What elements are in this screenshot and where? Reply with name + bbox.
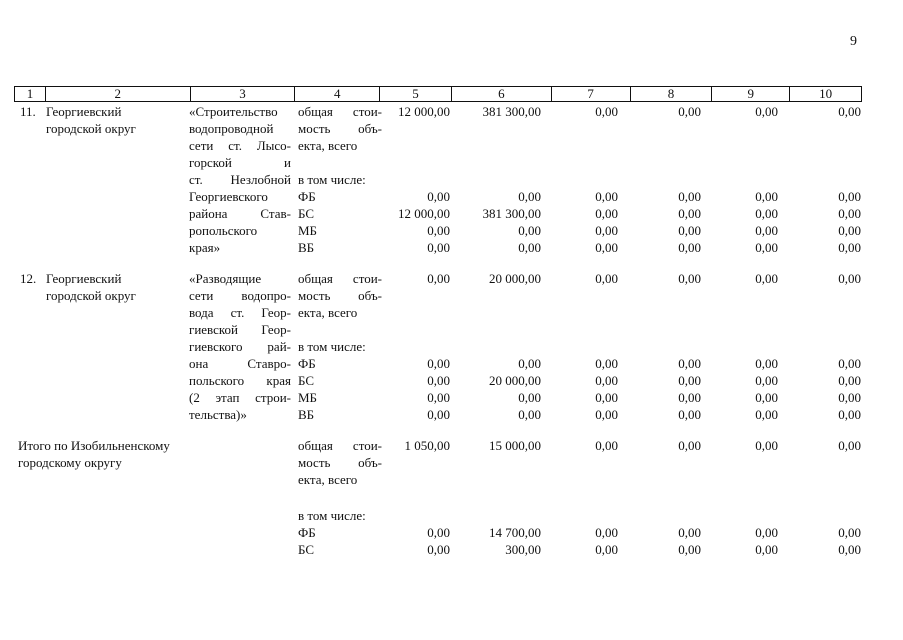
object-name: горской и	[189, 155, 291, 170]
header-col-4: 4	[295, 87, 380, 101]
source-value: 0,00	[678, 525, 701, 540]
source-value: 0,00	[678, 356, 701, 371]
source-value: 0,00	[427, 542, 450, 557]
source-value: 300,00	[505, 542, 541, 557]
total-label: общая стои-	[298, 438, 382, 453]
source-name: БС	[298, 206, 315, 221]
object-name: «Строительство	[189, 104, 278, 119]
source-value: 0,00	[838, 390, 861, 405]
source-value: 0,00	[678, 542, 701, 557]
source-value: 0,00	[755, 390, 778, 405]
municipality-name: городской округ	[46, 288, 136, 303]
total-value: 0,00	[755, 438, 778, 453]
header-col-7: 7	[552, 87, 631, 101]
total-label: общая стои-	[298, 104, 382, 119]
table-header	[14, 86, 862, 102]
source-value: 0,00	[838, 356, 861, 371]
total-value: 0,00	[755, 271, 778, 286]
object-name: (2 этап строи-	[189, 390, 291, 405]
source-value: 0,00	[595, 356, 618, 371]
source-value: 0,00	[755, 189, 778, 204]
source-value: 0,00	[518, 390, 541, 405]
total-value: 381 300,00	[482, 104, 541, 119]
source-value: 0,00	[678, 223, 701, 238]
source-name: МБ	[298, 390, 318, 405]
source-value: 0,00	[518, 356, 541, 371]
source-value: 0,00	[678, 189, 701, 204]
source-value: 20 000,00	[489, 373, 541, 388]
header-col-3: 3	[191, 87, 296, 101]
page-number: 9	[850, 34, 857, 49]
total-value: 1 050,00	[404, 438, 450, 453]
source-value: 0,00	[755, 542, 778, 557]
total-label: мость объ-	[298, 288, 382, 303]
source-value: 0,00	[838, 373, 861, 388]
source-value: 0,00	[755, 407, 778, 422]
source-value: 0,00	[427, 373, 450, 388]
source-value: 0,00	[595, 240, 618, 255]
summary-title: Итого по Изобильненскому	[18, 438, 170, 453]
header-col-9: 9	[712, 87, 790, 101]
source-value: 0,00	[595, 373, 618, 388]
total-label: екта, всего	[298, 472, 358, 487]
source-value: 0,00	[838, 223, 861, 238]
source-value: 0,00	[678, 240, 701, 255]
object-name: польского края	[189, 373, 291, 388]
object-name: гиевской Геор-	[189, 322, 291, 337]
total-label: мость объ-	[298, 455, 382, 470]
source-value: 0,00	[427, 189, 450, 204]
total-value: 12 000,00	[398, 104, 450, 119]
source-value: 0,00	[595, 542, 618, 557]
source-value: 0,00	[678, 407, 701, 422]
source-value: 0,00	[518, 223, 541, 238]
source-value: 0,00	[678, 390, 701, 405]
row-number: 11.	[20, 104, 36, 119]
total-value: 0,00	[427, 271, 450, 286]
object-name: «Разводящие	[189, 271, 262, 286]
subheading: в том числе:	[298, 339, 366, 354]
source-value: 0,00	[595, 525, 618, 540]
total-label: екта, всего	[298, 138, 358, 153]
object-name: сети ст. Лысо-	[189, 138, 291, 153]
source-value: 0,00	[838, 189, 861, 204]
total-value: 15 000,00	[489, 438, 541, 453]
source-name: ФБ	[298, 189, 316, 204]
source-value: 0,00	[427, 525, 450, 540]
source-value: 0,00	[678, 206, 701, 221]
header-col-5: 5	[380, 87, 452, 101]
source-value: 0,00	[427, 223, 450, 238]
source-value: 0,00	[595, 189, 618, 204]
source-value: 0,00	[838, 542, 861, 557]
object-name: сети водопро-	[189, 288, 291, 303]
source-value: 0,00	[755, 356, 778, 371]
subheading: в том числе:	[298, 508, 366, 523]
source-name: ВБ	[298, 240, 315, 255]
object-name: она Ставро-	[189, 356, 291, 371]
municipality-name: Георгиевский	[46, 271, 122, 286]
total-value: 0,00	[838, 271, 861, 286]
total-value: 0,00	[838, 438, 861, 453]
municipality-name: Георгиевский	[46, 104, 122, 119]
object-name: гиевского рай-	[189, 339, 291, 354]
source-value: 0,00	[427, 356, 450, 371]
header-col-10: 10	[819, 86, 833, 101]
header-col-1: 1	[15, 87, 46, 101]
object-name: Георгиевского	[189, 189, 268, 204]
subheading: в том числе:	[298, 172, 366, 187]
object-name: тельства)»	[189, 407, 247, 422]
source-value: 0,00	[755, 525, 778, 540]
total-value: 0,00	[595, 438, 618, 453]
source-name: ФБ	[298, 525, 316, 540]
source-value: 0,00	[678, 373, 701, 388]
source-value: 12 000,00	[398, 206, 450, 221]
source-value: 0,00	[518, 240, 541, 255]
source-value: 0,00	[755, 206, 778, 221]
object-name: вода ст. Геор-	[189, 305, 291, 320]
source-value: 0,00	[427, 407, 450, 422]
total-label: мость объ-	[298, 121, 382, 136]
object-name: района Став-	[189, 206, 291, 221]
total-label: екта, всего	[298, 305, 358, 320]
source-value: 0,00	[838, 240, 861, 255]
source-value: 0,00	[838, 206, 861, 221]
object-name: ропольского	[189, 223, 258, 238]
source-value: 0,00	[595, 390, 618, 405]
total-value: 0,00	[678, 438, 701, 453]
source-value: 14 700,00	[489, 525, 541, 540]
source-name: ФБ	[298, 356, 316, 371]
source-value: 0,00	[518, 407, 541, 422]
total-value: 20 000,00	[489, 271, 541, 286]
total-value: 0,00	[838, 104, 861, 119]
source-name: МБ	[298, 223, 318, 238]
source-name: ВБ	[298, 407, 315, 422]
source-value: 0,00	[838, 525, 861, 540]
source-value: 0,00	[595, 223, 618, 238]
object-name: ст. Незлобной	[189, 172, 291, 187]
header-col-8: 8	[631, 87, 713, 101]
source-value: 0,00	[838, 407, 861, 422]
source-value: 0,00	[595, 206, 618, 221]
total-label: общая стои-	[298, 271, 382, 286]
total-value: 0,00	[678, 271, 701, 286]
header-col-2: 2	[46, 87, 191, 101]
source-name: БС	[298, 542, 315, 557]
total-value: 0,00	[595, 271, 618, 286]
source-value: 0,00	[518, 189, 541, 204]
object-name: водопроводной	[189, 121, 274, 136]
source-value: 381 300,00	[482, 206, 541, 221]
source-value: 0,00	[595, 407, 618, 422]
object-name: края»	[189, 240, 221, 255]
source-value: 0,00	[755, 223, 778, 238]
source-value: 0,00	[755, 240, 778, 255]
summary-title: городскому округу	[18, 455, 122, 470]
municipality-name: городской округ	[46, 121, 136, 136]
row-number: 12.	[20, 271, 37, 286]
source-value: 0,00	[427, 240, 450, 255]
header-col-6: 6	[452, 87, 552, 101]
source-name: БС	[298, 373, 315, 388]
total-value: 0,00	[678, 104, 701, 119]
source-value: 0,00	[755, 373, 778, 388]
total-value: 0,00	[755, 104, 778, 119]
total-value: 0,00	[595, 104, 618, 119]
source-value: 0,00	[427, 390, 450, 405]
